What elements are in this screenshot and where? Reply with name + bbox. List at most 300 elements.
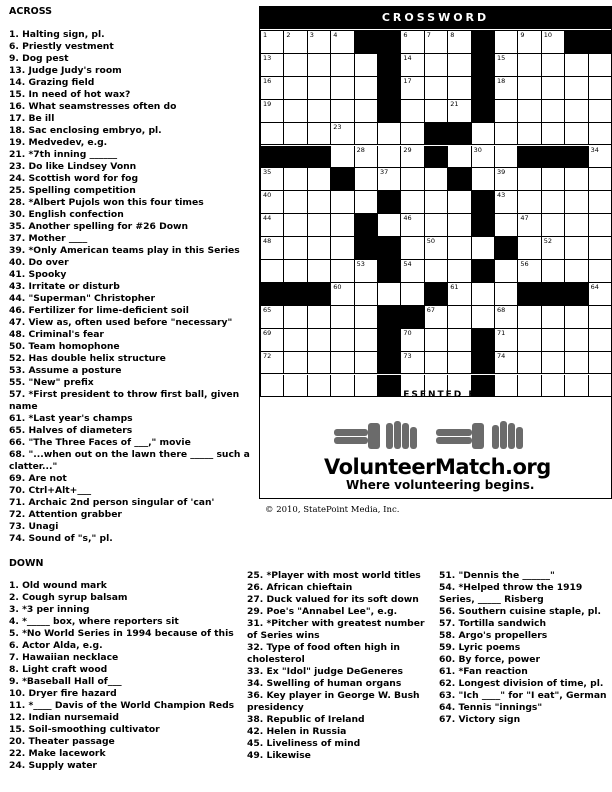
grid-cell[interactable] xyxy=(448,260,471,283)
cell-number: 8 xyxy=(450,31,455,39)
cell-number: 3 xyxy=(309,31,314,39)
grid-cell[interactable] xyxy=(542,191,565,214)
grid-cell[interactable] xyxy=(425,306,448,329)
grid-cell[interactable] xyxy=(495,100,518,123)
grid-block xyxy=(284,283,307,306)
grid-cell[interactable] xyxy=(495,329,518,352)
cell-number: 54 xyxy=(403,260,412,268)
grid-block xyxy=(378,237,401,260)
grid-cell[interactable] xyxy=(284,54,307,77)
grid-cell[interactable] xyxy=(355,352,378,375)
grid-cell[interactable] xyxy=(448,146,471,169)
grid-block xyxy=(401,306,424,329)
cell-number: 4 xyxy=(333,31,338,39)
grid-cell[interactable] xyxy=(448,191,471,214)
grid-cell[interactable] xyxy=(331,306,354,329)
grid-cell[interactable] xyxy=(565,237,588,260)
cell-number: 35 xyxy=(263,168,272,177)
grid-cell[interactable] xyxy=(308,352,331,375)
clue-item: 9. *Baseball Hall of___ xyxy=(9,676,122,687)
grid-cell[interactable] xyxy=(495,168,518,191)
clue-item: 28. *Albert Pujols won this four times xyxy=(9,197,204,208)
grid-cell[interactable] xyxy=(589,260,612,283)
grid-cell[interactable] xyxy=(355,168,378,191)
cell-number: 15 xyxy=(497,53,506,62)
clue-item: 10. Dryer fire hazard xyxy=(9,688,117,699)
clue-item: 71. Archaic 2nd person singular of 'can' xyxy=(9,497,215,508)
clue-item: 49. Likewise xyxy=(247,750,311,761)
grid-cell[interactable] xyxy=(331,260,354,283)
clue-item: 57. *First president to throw first ball, given name xyxy=(9,389,240,412)
grid-cell[interactable] xyxy=(518,352,541,375)
grid-block xyxy=(472,100,495,123)
grid-cell[interactable] xyxy=(565,306,588,329)
clue-item: 67. Victory sign xyxy=(439,714,521,725)
grid-cell[interactable] xyxy=(472,237,495,260)
grid-cell[interactable] xyxy=(542,100,565,123)
grid-cell[interactable] xyxy=(401,168,424,191)
cell-number: 69 xyxy=(263,328,272,337)
grid-cell[interactable] xyxy=(261,31,284,54)
grid-cell[interactable] xyxy=(589,329,612,352)
grid-cell[interactable] xyxy=(425,100,448,123)
clue-item: 59. Lyric poems xyxy=(439,642,521,653)
grid-cell[interactable] xyxy=(542,306,565,329)
grid-cell[interactable] xyxy=(448,283,471,306)
presented-by-label: PRESENTED BY xyxy=(385,390,486,400)
grid-cell[interactable] xyxy=(401,31,424,54)
grid-cell[interactable] xyxy=(308,329,331,352)
grid-cell[interactable] xyxy=(495,146,518,169)
grid-cell[interactable] xyxy=(565,77,588,100)
grid-cell[interactable] xyxy=(331,191,354,214)
clue-item: 2. Cough syrup balsam xyxy=(9,592,128,603)
clue-item: 19. Medvedev, e.g. xyxy=(9,137,108,148)
grid-cell[interactable] xyxy=(448,329,471,352)
clue-item: 18. Sac enclosing embryo, pl. xyxy=(9,125,162,136)
clue-item: 30. English confection xyxy=(9,209,124,220)
grid-block xyxy=(565,31,588,54)
grid-cell[interactable] xyxy=(308,77,331,100)
grid-cell[interactable] xyxy=(401,191,424,214)
grid-cell[interactable] xyxy=(518,191,541,214)
grid-cell[interactable] xyxy=(355,77,378,100)
grid-cell[interactable] xyxy=(425,214,448,237)
cell-number: 6 xyxy=(403,31,408,39)
clue-item: 1. Old wound mark xyxy=(9,580,107,591)
grid-cell[interactable] xyxy=(495,77,518,100)
grid-cell[interactable] xyxy=(565,54,588,77)
grid-cell[interactable] xyxy=(565,123,588,146)
clue-item: 37. Mother ____ xyxy=(9,233,88,244)
grid-cell[interactable] xyxy=(495,54,518,77)
grid-cell[interactable] xyxy=(331,352,354,375)
grid-cell[interactable] xyxy=(589,352,612,375)
clue-item: 27. Duck valued for its soft down xyxy=(247,594,419,605)
grid-cell[interactable] xyxy=(589,214,612,237)
grid-block xyxy=(472,31,495,54)
grid-cell[interactable] xyxy=(518,306,541,329)
grid-cell[interactable] xyxy=(565,168,588,191)
grid-cell[interactable] xyxy=(518,260,541,283)
clue-item: 53. Assume a posture xyxy=(9,365,122,376)
grid-block xyxy=(261,146,284,169)
grid-cell[interactable] xyxy=(331,77,354,100)
grid-cell[interactable] xyxy=(518,168,541,191)
grid-cell[interactable] xyxy=(284,306,307,329)
clue-item: 68. "...when out on the lawn there _____ such a clatter..." xyxy=(9,449,250,472)
grid-cell[interactable] xyxy=(448,237,471,260)
crossword-grid xyxy=(260,30,612,397)
grid-cell[interactable] xyxy=(261,54,284,77)
clue-item: 50. Team homophone xyxy=(9,341,120,352)
cell-number: 40 xyxy=(263,191,272,200)
grid-cell[interactable] xyxy=(308,54,331,77)
sponsor-name-part2: Match.org xyxy=(435,455,551,479)
grid-cell[interactable] xyxy=(425,329,448,352)
grid-cell[interactable] xyxy=(542,168,565,191)
grid-cell[interactable] xyxy=(401,283,424,306)
clue-item: 6. Actor Alda, e.g. xyxy=(9,640,103,651)
grid-cell[interactable] xyxy=(308,100,331,123)
down-clue-list-3 xyxy=(439,570,611,726)
clue-item: 16. What seamstresses often do xyxy=(9,101,177,112)
grid-cell[interactable] xyxy=(355,54,378,77)
clue-item: 5. *No World Series in 1994 because of this xyxy=(9,628,234,639)
grid-cell[interactable] xyxy=(331,214,354,237)
grid-cell[interactable] xyxy=(589,146,612,169)
grid-block xyxy=(472,214,495,237)
grid-cell[interactable] xyxy=(589,54,612,77)
grid-cell[interactable] xyxy=(565,352,588,375)
grid-cell[interactable] xyxy=(284,77,307,100)
clue-item: 17. Be ill xyxy=(9,113,55,124)
grid-cell[interactable] xyxy=(425,191,448,214)
grid-cell[interactable] xyxy=(448,31,471,54)
grid-cell[interactable] xyxy=(261,168,284,191)
clue-item: 46. Fertilizer for lime-deficient soil xyxy=(9,305,189,316)
grid-cell[interactable] xyxy=(308,306,331,329)
down-heading: DOWN xyxy=(9,558,44,569)
grid-cell[interactable] xyxy=(589,306,612,329)
grid-cell[interactable] xyxy=(495,283,518,306)
clue-item: 55. "New" prefix xyxy=(9,377,94,388)
clue-item: 1. Halting sign, pl. xyxy=(9,29,105,40)
cell-number: 64 xyxy=(590,282,599,291)
clue-item: 43. Irritate or disturb xyxy=(9,281,120,292)
clue-item: 54. *Helped throw the 1919 Series, _____ Risberg xyxy=(439,582,583,605)
grid-cell[interactable] xyxy=(355,306,378,329)
grid-cell[interactable] xyxy=(542,54,565,77)
grid-cell[interactable] xyxy=(542,31,565,54)
grid-cell[interactable] xyxy=(589,237,612,260)
grid-cell[interactable] xyxy=(495,306,518,329)
grid-cell[interactable] xyxy=(308,237,331,260)
grid-cell[interactable] xyxy=(472,146,495,169)
grid-cell[interactable] xyxy=(308,214,331,237)
grid-cell[interactable] xyxy=(472,168,495,191)
clue-item: 25. Spelling competition xyxy=(9,185,136,196)
grid-cell[interactable] xyxy=(355,123,378,146)
grid-cell[interactable] xyxy=(331,237,354,260)
grid-cell[interactable] xyxy=(284,237,307,260)
grid-cell[interactable] xyxy=(542,123,565,146)
grid-cell[interactable] xyxy=(261,329,284,352)
clue-item: 26. African chieftain xyxy=(247,582,353,593)
grid-cell[interactable] xyxy=(355,260,378,283)
cell-number: 74 xyxy=(497,351,506,360)
grid-cell[interactable] xyxy=(495,31,518,54)
grid-cell[interactable] xyxy=(518,329,541,352)
grid-cell[interactable] xyxy=(565,100,588,123)
grid-cell[interactable] xyxy=(261,306,284,329)
grid-cell[interactable] xyxy=(284,31,307,54)
grid-cell[interactable] xyxy=(284,100,307,123)
grid-cell[interactable] xyxy=(448,54,471,77)
grid-cell[interactable] xyxy=(589,168,612,191)
grid-cell[interactable] xyxy=(425,168,448,191)
grid-cell[interactable] xyxy=(401,100,424,123)
clue-item: 40. Do over xyxy=(9,257,69,268)
grid-cell[interactable] xyxy=(589,100,612,123)
grid-cell[interactable] xyxy=(378,214,401,237)
cell-number: 18 xyxy=(497,76,506,85)
grid-cell[interactable] xyxy=(331,329,354,352)
clue-item: 51. "Dennis the ______" xyxy=(439,570,555,581)
grid-cell[interactable] xyxy=(331,283,354,306)
grid-cell[interactable] xyxy=(401,123,424,146)
grid-cell[interactable] xyxy=(448,352,471,375)
grid-cell[interactable] xyxy=(378,168,401,191)
grid-cell[interactable] xyxy=(261,77,284,100)
cell-number: 70 xyxy=(403,328,412,337)
clue-item: 64. Tennis "innings" xyxy=(439,702,543,713)
grid-cell[interactable] xyxy=(472,306,495,329)
clue-item: 20. Theater passage xyxy=(9,736,115,747)
grid-cell[interactable] xyxy=(425,237,448,260)
grid-cell[interactable] xyxy=(401,77,424,100)
clue-item: 11. *____ Davis of the World Champion Reds xyxy=(9,700,235,711)
grid-cell[interactable] xyxy=(378,283,401,306)
cell-number: 61 xyxy=(450,282,459,291)
grid-cell[interactable] xyxy=(284,352,307,375)
clue-item: 66. "The Three Faces of ___," movie xyxy=(9,437,191,448)
grid-cell[interactable] xyxy=(401,54,424,77)
grid-block xyxy=(589,31,612,54)
grid-block xyxy=(472,191,495,214)
grid-cell[interactable] xyxy=(355,329,378,352)
clue-item: 23. Do like Lindsey Vonn xyxy=(9,161,137,172)
grid-cell[interactable] xyxy=(589,123,612,146)
cell-number: 65 xyxy=(263,305,272,314)
grid-block xyxy=(448,123,471,146)
clue-item: 12. Indian nursemaid xyxy=(9,712,119,723)
grid-cell[interactable] xyxy=(331,54,354,77)
grid-cell[interactable] xyxy=(448,306,471,329)
grid-block xyxy=(472,54,495,77)
grid-cell[interactable] xyxy=(472,283,495,306)
grid-cell[interactable] xyxy=(378,146,401,169)
grid-cell[interactable] xyxy=(542,329,565,352)
grid-block xyxy=(542,146,565,169)
grid-cell[interactable] xyxy=(401,352,424,375)
copyright-notice: © 2010, StatePoint Media, Inc. xyxy=(265,505,400,515)
grid-cell[interactable] xyxy=(284,260,307,283)
grid-cell[interactable] xyxy=(565,260,588,283)
cell-number: 46 xyxy=(403,214,412,223)
cell-number: 72 xyxy=(263,351,272,360)
crossword-panel xyxy=(259,6,612,499)
grid-cell[interactable] xyxy=(331,146,354,169)
grid-cell[interactable] xyxy=(425,31,448,54)
grid-block xyxy=(378,306,401,329)
grid-cell[interactable] xyxy=(542,77,565,100)
grid-cell[interactable] xyxy=(495,191,518,214)
grid-cell[interactable] xyxy=(518,123,541,146)
clue-item: 72. Attention grabber xyxy=(9,509,122,520)
grid-cell[interactable] xyxy=(542,352,565,375)
grid-cell[interactable] xyxy=(331,123,354,146)
clue-item: 63. "Ich ____" for "I eat", German xyxy=(439,690,607,701)
grid-block xyxy=(472,329,495,352)
clue-item: 74. Sound of "s," pl. xyxy=(9,533,113,544)
grid-cell[interactable] xyxy=(425,54,448,77)
grid-cell[interactable] xyxy=(261,191,284,214)
grid-cell[interactable] xyxy=(518,100,541,123)
grid-block xyxy=(378,352,401,375)
grid-block xyxy=(425,283,448,306)
cell-number: 71 xyxy=(497,328,506,337)
grid-cell[interactable] xyxy=(401,146,424,169)
cell-number: 29 xyxy=(403,145,412,154)
grid-cell[interactable] xyxy=(448,77,471,100)
cell-number: 44 xyxy=(263,214,272,223)
grid-block xyxy=(378,260,401,283)
grid-cell[interactable] xyxy=(542,214,565,237)
grid-cell[interactable] xyxy=(261,214,284,237)
clue-item: 58. Argo's propellers xyxy=(439,630,548,641)
grid-cell[interactable] xyxy=(518,214,541,237)
grid-cell[interactable] xyxy=(355,146,378,169)
cell-number: 50 xyxy=(426,237,436,246)
grid-cell[interactable] xyxy=(472,123,495,146)
grid-cell[interactable] xyxy=(565,329,588,352)
grid-block xyxy=(518,146,541,169)
cell-number: 60 xyxy=(333,282,342,291)
clue-item: 69. Are not xyxy=(9,473,67,484)
grid-cell[interactable] xyxy=(518,77,541,100)
grid-block xyxy=(472,260,495,283)
sponsor-name-part1: Volunteer xyxy=(324,455,436,479)
cell-number: 52 xyxy=(543,237,553,246)
clue-item: 14. Grazing field xyxy=(9,77,95,88)
cell-number: 30 xyxy=(473,145,482,154)
grid-cell[interactable] xyxy=(448,100,471,123)
grid-cell[interactable] xyxy=(518,237,541,260)
grid-cell[interactable] xyxy=(425,260,448,283)
grid-cell[interactable] xyxy=(495,260,518,283)
grid-cell[interactable] xyxy=(284,214,307,237)
grid-cell[interactable] xyxy=(565,191,588,214)
grid-cell[interactable] xyxy=(401,237,424,260)
grid-cell[interactable] xyxy=(261,352,284,375)
grid-block xyxy=(355,31,378,54)
grid-cell[interactable] xyxy=(284,123,307,146)
grid-cell[interactable] xyxy=(284,191,307,214)
clue-item: 13. Judge Judy's room xyxy=(9,65,122,76)
grid-cell[interactable] xyxy=(448,214,471,237)
clue-item: 29. Poe's "Annabel Lee", e.g. xyxy=(247,606,398,617)
grid-cell[interactable] xyxy=(401,260,424,283)
grid-cell[interactable] xyxy=(401,329,424,352)
grid-cell[interactable] xyxy=(261,123,284,146)
grid-cell[interactable] xyxy=(261,237,284,260)
sponsor-name xyxy=(324,455,551,479)
grid-cell[interactable] xyxy=(542,260,565,283)
grid-cell[interactable] xyxy=(589,191,612,214)
grid-cell[interactable] xyxy=(284,168,307,191)
grid-cell[interactable] xyxy=(331,100,354,123)
grid-block xyxy=(425,123,448,146)
grid-cell[interactable] xyxy=(565,214,588,237)
grid-block xyxy=(425,146,448,169)
grid-block xyxy=(378,54,401,77)
grid-cell[interactable] xyxy=(308,31,331,54)
clue-item: 70. Ctrl+Alt+___ xyxy=(9,485,92,496)
grid-block xyxy=(518,283,541,306)
grid-cell[interactable] xyxy=(355,100,378,123)
grid-cell[interactable] xyxy=(331,31,354,54)
sponsor-tagline: Where volunteering begins. xyxy=(346,478,535,492)
clue-item: 36. Key player in George W. Bush presidency xyxy=(247,690,420,713)
grid-cell[interactable] xyxy=(589,77,612,100)
grid-cell[interactable] xyxy=(308,123,331,146)
grid-cell[interactable] xyxy=(495,123,518,146)
grid-block xyxy=(378,100,401,123)
grid-cell[interactable] xyxy=(495,214,518,237)
grid-cell[interactable] xyxy=(495,352,518,375)
grid-cell[interactable] xyxy=(355,283,378,306)
clue-item: 48. Criminal's fear xyxy=(9,329,104,340)
grid-cell[interactable] xyxy=(542,237,565,260)
grid-cell[interactable] xyxy=(589,283,612,306)
clue-item: 41. Spooky xyxy=(9,269,67,280)
grid-cell[interactable] xyxy=(425,77,448,100)
grid-cell[interactable] xyxy=(308,260,331,283)
grid-cell[interactable] xyxy=(284,329,307,352)
clue-item: 32. Type of food often high in cholesterol xyxy=(247,642,400,665)
grid-cell[interactable] xyxy=(378,123,401,146)
grid-cell[interactable] xyxy=(308,191,331,214)
clue-item: 15. Soil-smoothing cultivator xyxy=(9,724,160,735)
grid-block xyxy=(284,146,307,169)
grid-block xyxy=(378,329,401,352)
clue-item: 42. Helen in Russia xyxy=(247,726,347,737)
clue-item: 73. Unagi xyxy=(9,521,59,532)
grid-cell[interactable] xyxy=(425,352,448,375)
clue-item: 62. Longest division of time, pl. xyxy=(439,678,604,689)
grid-cell[interactable] xyxy=(261,100,284,123)
grid-cell[interactable] xyxy=(261,260,284,283)
grid-cell[interactable] xyxy=(308,168,331,191)
grid-cell[interactable] xyxy=(518,54,541,77)
cell-number: 47 xyxy=(520,214,529,223)
grid-cell[interactable] xyxy=(355,191,378,214)
grid-block xyxy=(378,77,401,100)
grid-cell[interactable] xyxy=(518,31,541,54)
clue-item: 31. *Pitcher with greatest number of Series wins xyxy=(247,618,425,641)
grid-cell[interactable] xyxy=(401,214,424,237)
